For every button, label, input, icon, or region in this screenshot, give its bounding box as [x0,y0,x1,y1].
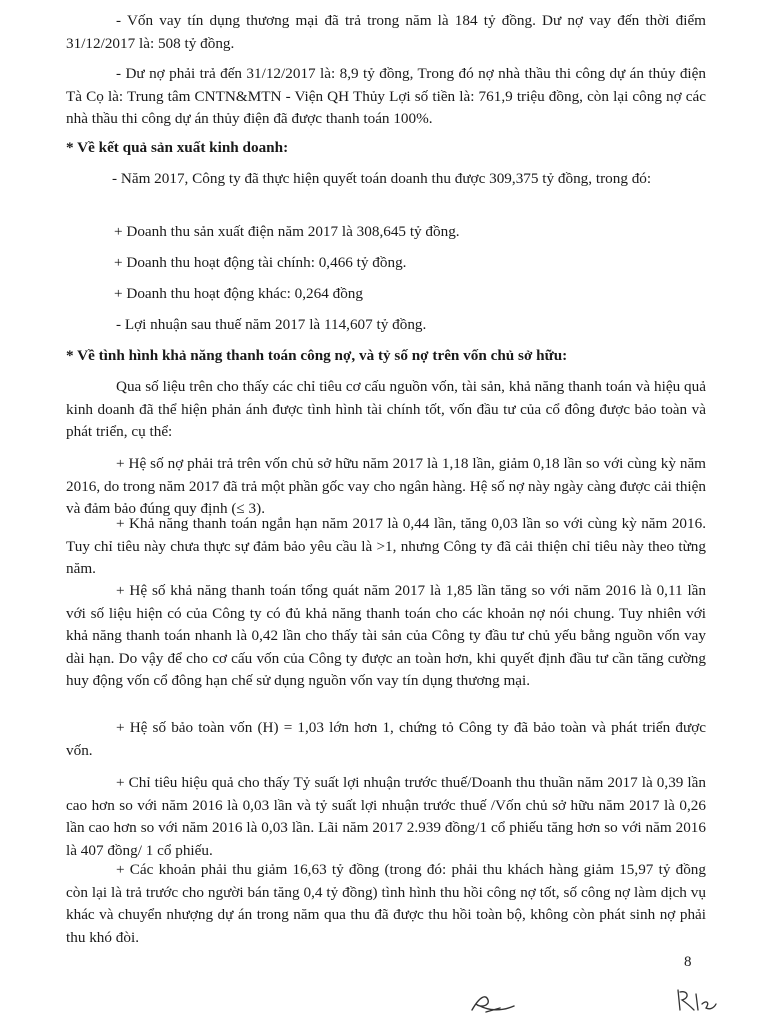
paragraph-short-term-liquidity: + Khả năng thanh toán ngắn hạn năm 2017 là 0,44 lần, tăng 0,03 lần so với cùng kỳ năm 2016. Tuy chỉ tiêu này chưa thực sự đảm bảo yêu cầu là >1, nhưng Công ty đã cải thiện chỉ tiêu này theo từng năm. [66,515,706,577]
page-number: 8 [684,954,692,970]
paragraph-debt-ratio: + Hệ số nợ phải trả trên vốn chủ sở hữu năm 2017 là 1,18 lần, giảm 0,18 lần so với cùng kỳ năm 2016, do trong năm 2017 đã trả một phần gốc vay cho ngân hàng. Hệ số nợ này ngày càng được cải thiện và đảm bảo đúng quy định (≤ 3). [66,455,706,517]
paragraph-overview: Qua số liệu trên cho thấy các chỉ tiêu cơ cấu nguồn vốn, tài sản, khả năng thanh toán và hiệu quả kinh doanh đã thể hiện phản ánh được tình hình tài chính tốt, vốn đầu tư của cổ đông được bảo toàn và phát triển, cụ thể: [66,378,706,440]
heading-business-results: * Về kết quả sản xuất kinh doanh: [66,139,289,156]
paragraph-general-liquidity: + Hệ số khả năng thanh toán tổng quát năm 2017 là 1,85 lần tăng so với năm 2016 là 0,11 lần với số liệu hiện có của Công ty có đủ khả năng thanh toán cho các khoản nợ nói chung. Tuy nhiên với khả năng thanh toán nhanh là 0,42 lần cho thấy tài sản của Công ty đầu tư chủ yếu bằng nguồn vốn vay dài hạn. Do vậy để cho cơ cấu vốn của Công ty được an toàn hơn, khi quyết định đầu tư cần tăng cường huy động vốn cổ đông hạn chế sử dụng nguồn vốn vay tín dụng thương mại. [66,582,706,689]
initial-signature-left [466,990,526,1018]
paragraph-loan-repaid: - Vốn vay tín dụng thương mại đã trả trong năm là 184 tỷ đồng. Dư nợ vay đến thời điểm 31/12/2017 là: 508 tỷ đồng. [66,12,706,52]
item-profit-after-tax: - Lợi nhuận sau thuế năm 2017 là 114,607 tỷ đồng. [116,316,427,333]
item-electricity-revenue: + Doanh thu sản xuất điện năm 2017 là 308,645 tỷ đồng. [114,223,460,240]
paragraph-efficiency: + Chỉ tiêu hiệu quả cho thấy Tỷ suất lợi nhuận trước thuế/Doanh thu thuần năm 2017 là 0,39 lần cao hơn so với năm 2016 là 0,03 lần và tỷ suất lợi nhuận trước thuế /Vốn chủ sở hữu năm 2017 là 0,26 lần cao hơn so với năm 2016 là 0,03 lần. Lãi năm 2017 2.939 đồng/1 cổ phiếu tăng hơn so với năm 2016 là 407 đồng/ 1 cổ phiếu. [66,774,706,859]
item-other-revenue: + Doanh thu hoạt động khác: 0,264 đồng [114,285,363,302]
initial-signature-right [672,986,720,1016]
paragraph-capital-preservation: + Hệ số bảo toàn vốn (H) = 1,03 lớn hơn 1, chứng tỏ Công ty đã bảo toàn và phát triển được vốn. [66,719,706,759]
heading-solvency: * Về tình hình khả năng thanh toán công nợ, và tỷ số nợ trên vốn chủ sở hữu: [66,347,568,364]
item-financial-revenue: + Doanh thu hoạt động tài chính: 0,466 tỷ đồng. [114,254,407,271]
paragraph-revenue: - Năm 2017, Công ty đã thực hiện quyết toán doanh thu được 309,375 tỷ đồng, trong đó: [112,170,652,187]
paragraph-receivables: + Các khoản phải thu giảm 16,63 tỷ đồng (trong đó: phải thu khách hàng giảm 15,97 tỷ đồng còn lại là trả trước cho người bán tăng 0,4 tỷ đồng) tình hình thu hồi công nợ tốt, số công nợ làm dịch vụ khác và chuyển nhượng dự án trong năm qua thu đã được thu hồi toàn bộ, không còn phát sinh nợ phải thu khó đòi. [66,861,706,946]
paragraph-payables: - Dư nợ phải trả đến 31/12/2017 là: 8,9 tỷ đồng, Trong đó nợ nhà thầu thi công dự án thủy điện Tà Cọ là: Trung tâm CNTN&MTN - Viện QH Thủy Lợi số tiền là: 761,9 triệu đồng, còn lại công nợ các nhà thầu thi công dự án thủy điện đã được thanh toán 100%. [66,65,706,127]
